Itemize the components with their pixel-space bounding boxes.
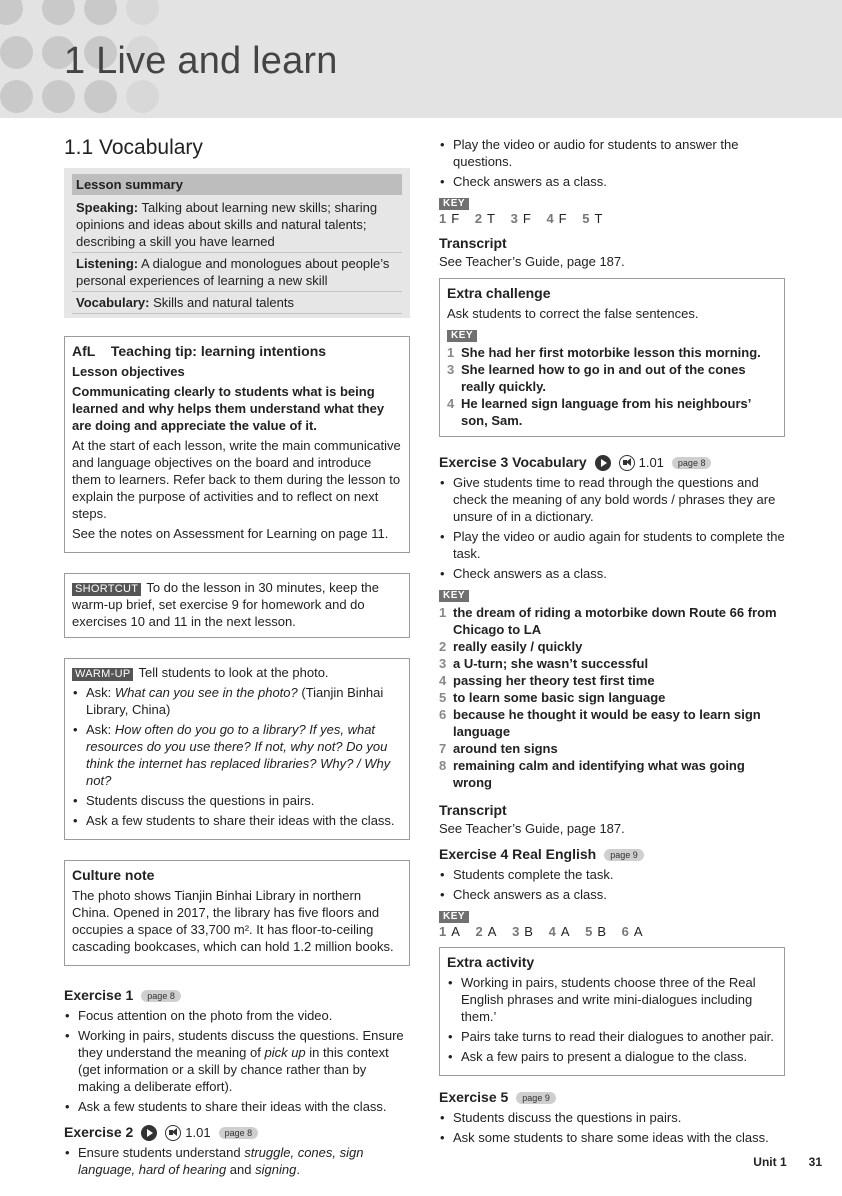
afl-note: See the notes on Assessment for Learning on page 11. bbox=[72, 526, 389, 541]
page-ref-badge: page 9 bbox=[604, 849, 644, 861]
list-item: 7 around ten signs bbox=[439, 741, 558, 756]
afl-bold-text: Communicating clearly to students what is being learned and why helps them understand what they are doing and appreciate the value of it. bbox=[72, 384, 385, 433]
extra-challenge-box bbox=[439, 278, 785, 437]
afl-teaching-tip-box bbox=[64, 336, 410, 553]
exercise-2-heading: Exercise 2 1.01 page 8 bbox=[64, 1123, 410, 1142]
list-item: • Ask: What can you see in the photo? (Tianjin Binhai Library, China) bbox=[72, 684, 402, 718]
list-item: • Pairs take turns to read their dialogues to another pair. bbox=[447, 1028, 777, 1045]
list-item: 1 She had her first motorbike lesson this morning. bbox=[447, 345, 761, 360]
list-item: 5 to learn some basic sign language bbox=[439, 690, 666, 705]
summary-heading: Lesson summary bbox=[72, 174, 402, 195]
video-play-icon bbox=[141, 1125, 157, 1141]
exercise-5-list bbox=[439, 1109, 785, 1146]
key-tag: KEY bbox=[447, 330, 477, 342]
list-item: • Ask a few students to share their ideas with the class. bbox=[64, 1098, 410, 1115]
track-number: 1.01 bbox=[638, 455, 664, 470]
list-item: • Ask: How often do you go to a library? If yes, what resources do you use there? If not, why not? Do you think the internet has replaced libraries? Why? / Why not? bbox=[72, 721, 402, 789]
warmup-list bbox=[72, 684, 402, 829]
culture-title: Culture note bbox=[72, 867, 155, 883]
list-item: 6 because he thought it would be easy to learn sign language bbox=[439, 707, 761, 739]
list-item: • Working in pairs, students choose three of the Real English phrases and write mini-dialogues including them.’ bbox=[447, 974, 777, 1025]
warmup-tag: WARM-UP bbox=[72, 668, 133, 681]
exercise-2-continued-list bbox=[439, 136, 785, 190]
list-item: • Check answers as a class. bbox=[439, 565, 785, 582]
list-item: 4 He learned sign language from his neighbours’ son, Sam. bbox=[447, 396, 751, 428]
exercise-5-heading: Exercise 5 page 9 bbox=[439, 1088, 785, 1107]
warmup-box bbox=[64, 658, 410, 840]
list-item: • Students discuss the questions in pairs. bbox=[72, 792, 402, 809]
page-ref-badge: page 8 bbox=[219, 1127, 259, 1139]
page-footer bbox=[731, 1154, 822, 1171]
exercise-4-heading: Exercise 4 Real English page 9 bbox=[439, 845, 785, 864]
extra-activity-list bbox=[447, 974, 777, 1065]
chapter-title: 1 Live and learn bbox=[64, 40, 338, 82]
exercise-2-answers: 1 F 2 T 3 F 4 F 5 T bbox=[439, 211, 603, 226]
list-item: • Play the video or audio for students to answer the questions. bbox=[439, 136, 785, 170]
shortcut-box bbox=[64, 573, 410, 638]
culture-note-box bbox=[64, 860, 410, 966]
list-item: • Ask a few students to share their ideas with the class. bbox=[72, 812, 402, 829]
chapter-header bbox=[0, 0, 842, 118]
page-ref-badge: page 8 bbox=[141, 990, 181, 1002]
key-tag: KEY bbox=[439, 198, 469, 210]
list-item: 3 She learned how to go in and out of the cones really quickly. bbox=[447, 362, 746, 394]
list-item: 4 passing her theory test first time bbox=[439, 673, 655, 688]
afl-title: AfL Teaching tip: learning intentions bbox=[72, 343, 327, 359]
left-column bbox=[64, 130, 410, 1181]
shortcut-text: To do the lesson in 30 minutes, keep the warm-up brief, set exercise 9 for homework and do exercises 10 and 11 in the next lesson. bbox=[72, 580, 380, 629]
exercise-1-heading: Exercise 1 page 8 bbox=[64, 986, 410, 1005]
transcript-text: See Teacher’s Guide, page 187. bbox=[439, 254, 625, 269]
warmup-intro: Tell students to look at the photo. bbox=[138, 665, 329, 680]
exercise-3-heading: Exercise 3 Vocabulary 1.01 page 8 bbox=[439, 453, 785, 472]
list-item: 3 a U-turn; she wasn’t successful bbox=[439, 656, 649, 671]
track-number: 1.01 bbox=[185, 1125, 211, 1140]
extra-activity-title: Extra activity bbox=[447, 954, 535, 970]
summary-row: Speaking: Talking about learning new skills; sharing opinions and ideas about skills and natural talents; describing a skill you have learned bbox=[72, 197, 402, 253]
summary-row: Listening: A dialogue and monologues about people’s personal experiences of learning a new skill bbox=[72, 253, 402, 292]
list-item: • Play the video or audio again for students to complete the task. bbox=[439, 528, 785, 562]
transcript-heading: Transcript bbox=[439, 802, 507, 818]
audio-icon bbox=[165, 1125, 181, 1141]
list-item: • Ask a few pairs to present a dialogue to the class. bbox=[447, 1048, 777, 1065]
unit-label: Unit 1 bbox=[753, 1155, 787, 1169]
page-ref-badge: page 9 bbox=[516, 1092, 556, 1104]
page-ref-badge: page 8 bbox=[672, 457, 712, 469]
key-tag: KEY bbox=[439, 911, 469, 923]
transcript-heading: Transcript bbox=[439, 235, 507, 251]
list-item: • Check answers as a class. bbox=[439, 886, 785, 903]
list-item: • Check answers as a class. bbox=[439, 173, 785, 190]
lesson-summary bbox=[64, 168, 410, 318]
key-tag: KEY bbox=[439, 590, 469, 602]
afl-body: At the start of each lesson, write the main communicative and language objectives on the board and introduce them to learners. Refer back to them during the lesson to explain the purpose of activities and to reflect on next steps. bbox=[72, 438, 401, 521]
exercise-1-list bbox=[64, 1007, 410, 1115]
list-item: • Working in pairs, students discuss the questions. Ensure they understand the meaning of pick up in this context (get information or a skill by chance rather than by making a deliberate effort). bbox=[64, 1027, 410, 1095]
exercise-3-key bbox=[439, 604, 785, 791]
transcript-text: See Teacher’s Guide, page 187. bbox=[439, 821, 625, 836]
objectives-label: Lesson objectives bbox=[72, 364, 185, 379]
list-item: • Ensure students understand struggle, cones, sign language, hard of hearing and signing. bbox=[64, 1144, 410, 1178]
summary-row: Vocabulary: Skills and natural talents bbox=[72, 292, 402, 314]
list-item: 8 remaining calm and identifying what was going wrong bbox=[439, 758, 745, 790]
section-title: 1.1 Vocabulary bbox=[64, 136, 203, 159]
list-item: 2 really easily / quickly bbox=[439, 639, 583, 654]
exercise-4-list bbox=[439, 866, 785, 903]
extra-challenge-key bbox=[447, 344, 777, 429]
extra-activity-box bbox=[439, 947, 785, 1076]
list-item: • Focus attention on the photo from the video. bbox=[64, 1007, 410, 1024]
video-play-icon bbox=[595, 455, 611, 471]
extra-challenge-title: Extra challenge bbox=[447, 285, 551, 301]
page-number: 31 bbox=[808, 1155, 822, 1169]
list-item: • Ask some students to share some ideas with the class. bbox=[439, 1129, 785, 1146]
list-item: 1 the dream of riding a motorbike down Route 66 from Chicago to LA bbox=[439, 605, 777, 637]
audio-icon bbox=[619, 455, 635, 471]
list-item: • Give students time to read through the questions and check the meaning of any bold words / phrases they are unsure of in a dictionary. bbox=[439, 474, 785, 525]
exercise-2-list bbox=[64, 1144, 410, 1178]
shortcut-tag: SHORTCUT bbox=[72, 583, 141, 596]
list-item: • Students complete the task. bbox=[439, 866, 785, 883]
right-column bbox=[439, 130, 785, 1149]
list-item: • Students discuss the questions in pairs. bbox=[439, 1109, 785, 1126]
exercise-3-list bbox=[439, 474, 785, 582]
culture-text: The photo shows Tianjin Binhai Library in northern China. Opened in 2017, the library has five floors and occupies a space of 33,700 m². It has floor-to-ceiling cascading bookcases, which can hold 1.2 million books. bbox=[72, 888, 394, 954]
exercise-4-answers: 1 A 2 A 3 B 4 A 5 B 6 A bbox=[439, 924, 643, 939]
extra-challenge-text: Ask students to correct the false sentences. bbox=[447, 306, 699, 321]
